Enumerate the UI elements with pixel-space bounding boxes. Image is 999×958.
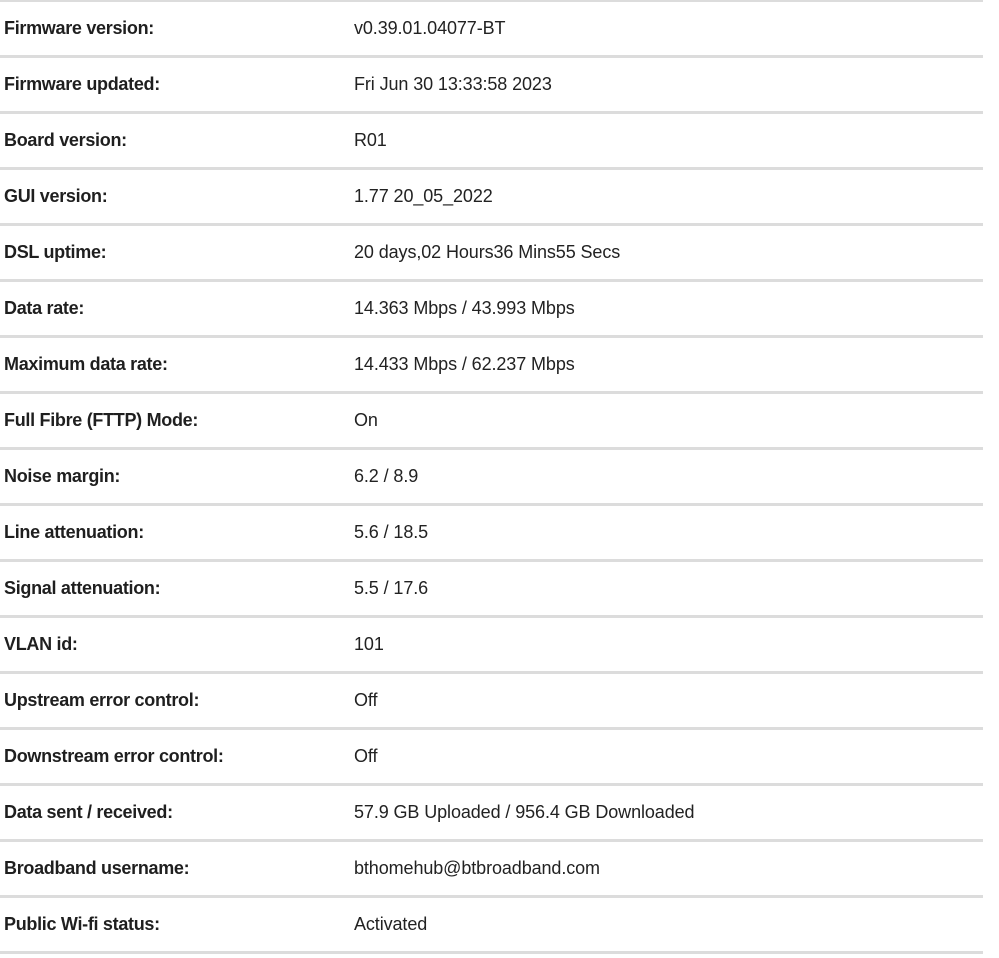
- row-label: Signal attenuation:: [4, 578, 161, 598]
- row-label: Downstream error control:: [4, 746, 224, 766]
- row-value: 5.5 / 17.6: [354, 578, 429, 598]
- row-value: v0.39.01.04077-BT: [354, 18, 506, 38]
- row-label: Public Wi-fi status:: [4, 914, 160, 934]
- row-label: Maximum data rate:: [4, 354, 168, 374]
- row-value: Off: [354, 690, 378, 710]
- table-row-firmware-version: [0, 0, 983, 58]
- row-value: On: [354, 410, 378, 430]
- table-row-broadband-username: [0, 842, 983, 898]
- row-value: R01: [354, 130, 387, 150]
- row-value: Fri Jun 30 13:33:58 2023: [354, 74, 552, 94]
- table-row-gui-version: [0, 170, 983, 226]
- row-label: Firmware updated:: [4, 74, 160, 94]
- table-row-data-sent-received: [0, 786, 983, 842]
- row-label: Broadband username:: [4, 858, 190, 878]
- row-value: 1.77 20_05_2022: [354, 186, 493, 206]
- row-label: Data sent / received:: [4, 802, 173, 822]
- table-row-maximum-data-rate: [0, 338, 983, 394]
- row-value: 20 days,02 Hours36 Mins55 Secs: [354, 242, 621, 262]
- row-value: 14.363 Mbps / 43.993 Mbps: [354, 298, 575, 318]
- row-value: Activated: [354, 914, 428, 934]
- table-row-upstream-error-control: [0, 674, 983, 730]
- table-row-data-rate: [0, 282, 983, 338]
- row-label: DSL uptime:: [4, 242, 107, 262]
- row-label: Board version:: [4, 130, 127, 150]
- row-label: VLAN id:: [4, 634, 78, 654]
- table-row-line-attenuation: [0, 506, 983, 562]
- row-label: Line attenuation:: [4, 522, 144, 542]
- row-label: Upstream error control:: [4, 690, 200, 710]
- row-label: Firmware version:: [4, 18, 154, 38]
- row-value: bthomehub@btbroadband.com: [354, 858, 600, 878]
- table-row-signal-attenuation: [0, 562, 983, 618]
- row-value: 101: [354, 634, 384, 654]
- row-label: Noise margin:: [4, 466, 121, 486]
- row-value: 57.9 GB Uploaded / 956.4 GB Downloaded: [354, 802, 695, 822]
- row-label: Full Fibre (FTTP) Mode:: [4, 410, 199, 430]
- row-value: 6.2 / 8.9: [354, 466, 419, 486]
- row-value: 14.433 Mbps / 62.237 Mbps: [354, 354, 575, 374]
- table-row-firmware-updated: [0, 58, 983, 114]
- table-row-downstream-error-control: [0, 730, 983, 786]
- table-row-noise-margin: [0, 450, 983, 506]
- row-label: GUI version:: [4, 186, 108, 206]
- table-row-full-fibre-mode: [0, 394, 983, 450]
- table-row-vlan-id: [0, 618, 983, 674]
- table-row-board-version: [0, 114, 983, 170]
- row-value: Off: [354, 746, 378, 766]
- row-value: 5.6 / 18.5: [354, 522, 429, 542]
- table-row-dsl-uptime: [0, 226, 983, 282]
- row-label: Data rate:: [4, 298, 85, 318]
- table-row-public-wifi-status: [0, 898, 983, 954]
